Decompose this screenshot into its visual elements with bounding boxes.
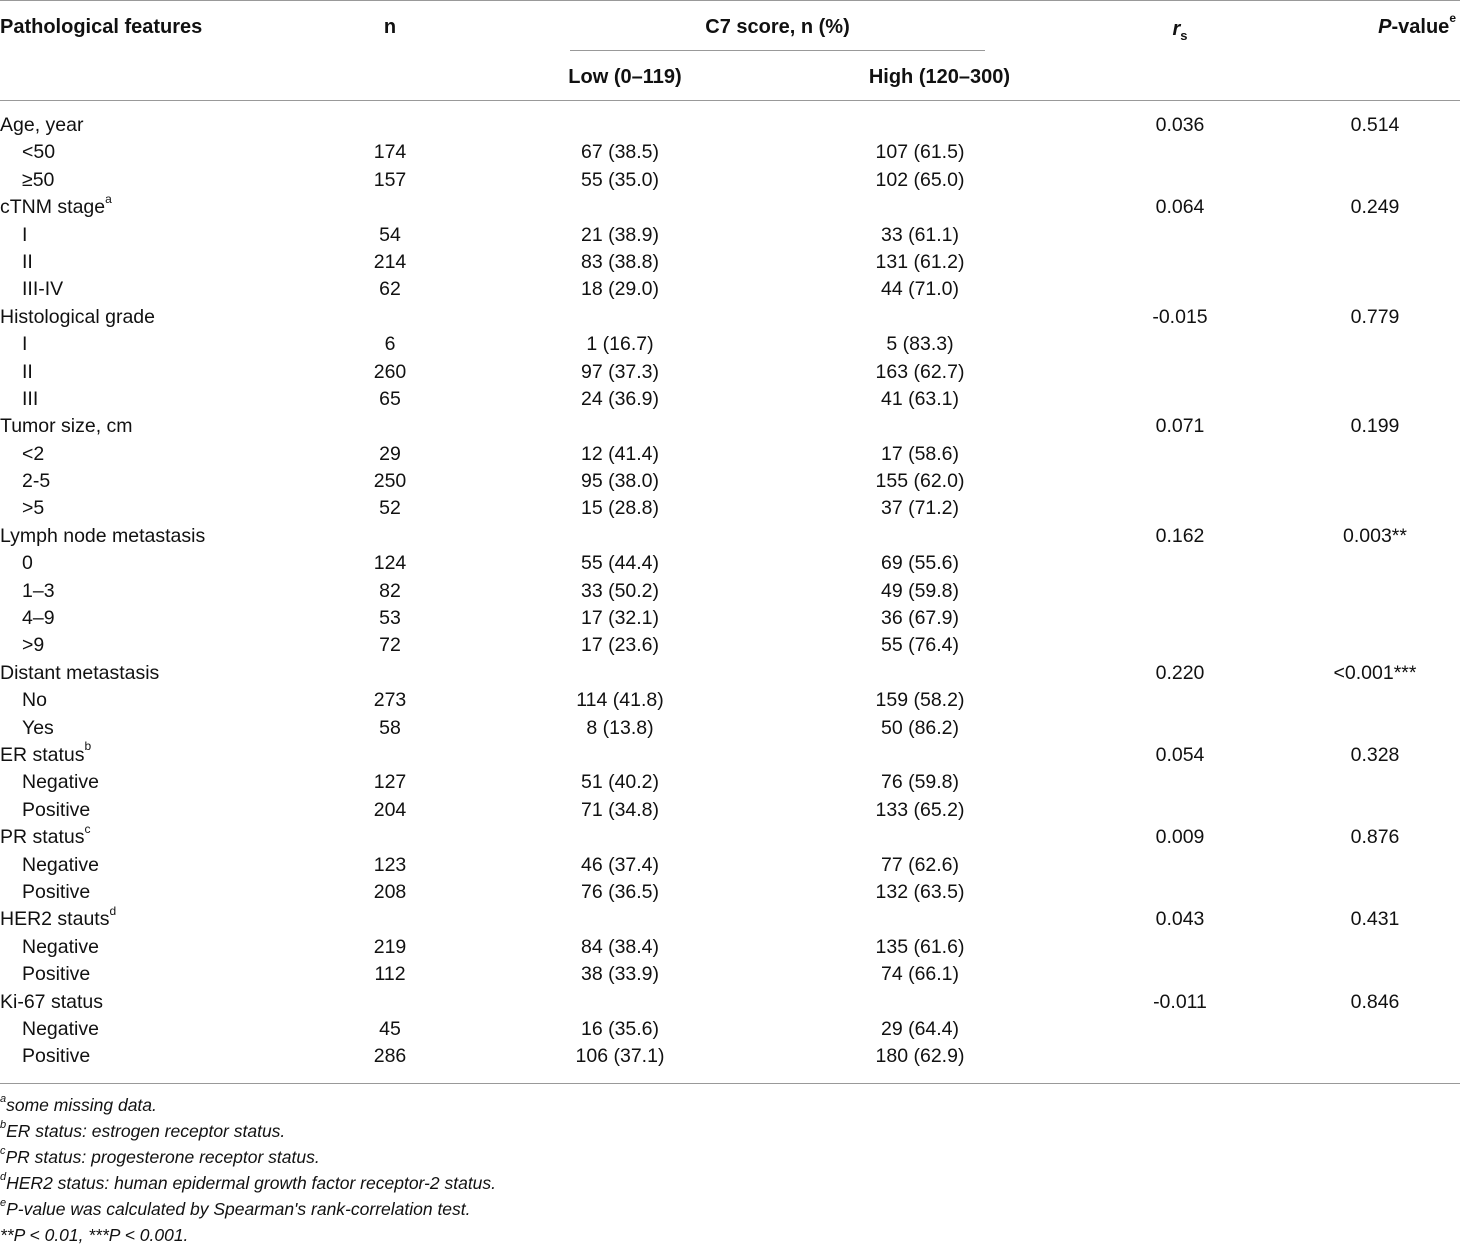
row-label (22, 605, 55, 632)
cell-low: 12 (41.4) (580, 442, 660, 465)
row-label (22, 441, 44, 468)
footnote-mark: e (0, 1197, 7, 1210)
row-label-footnote-mark: b (84, 739, 92, 754)
row-label-text: III (22, 387, 39, 410)
cell-n: 204 (373, 798, 407, 821)
cell-low: 17 (23.6) (580, 634, 660, 657)
table-top-rule (0, 0, 1460, 1)
cell-high: 36 (67.9) (880, 607, 960, 630)
row-label (0, 821, 91, 851)
cell-low: 17 (32.1) (580, 607, 660, 630)
cell-low: 55 (44.4) (580, 552, 660, 575)
row-label-text: <2 (22, 442, 45, 465)
header-c7-underline (570, 50, 985, 51)
table-body (0, 112, 1460, 1071)
row-label (22, 550, 33, 577)
cell-p-value: 0.846 (1350, 990, 1400, 1013)
cell-low: 106 (37.1) (575, 1045, 665, 1068)
table-row (0, 605, 1460, 632)
cell-low: 21 (38.9) (580, 223, 660, 246)
row-label-text: Negative (22, 853, 99, 876)
cell-high: 180 (62.9) (875, 1045, 965, 1068)
cell-n: 273 (373, 689, 407, 712)
table-row (0, 139, 1460, 166)
cell-rs: 0.054 (1155, 743, 1205, 766)
table-row (0, 468, 1460, 495)
table-group-row (0, 660, 1460, 687)
table-row (0, 715, 1460, 742)
cell-n: 174 (373, 141, 407, 164)
footnote-mark: c (0, 1145, 6, 1158)
table-row (0, 550, 1460, 577)
row-label-text: Tumor size, cm (0, 415, 133, 438)
row-label (22, 578, 55, 605)
row-label (22, 632, 44, 659)
cell-n: 157 (373, 168, 407, 191)
row-label-text: Distant metastasis (0, 661, 160, 684)
header-bottom-rule (0, 100, 1460, 101)
cell-n: 214 (373, 250, 407, 273)
row-label-text: ER status (0, 743, 85, 766)
row-label (22, 359, 33, 386)
header-p-italic: P (1378, 16, 1392, 38)
footnote-text: some missing data. (6, 1095, 157, 1115)
cell-rs: 0.220 (1155, 661, 1205, 684)
cell-rs: 0.009 (1155, 826, 1205, 849)
table-group-row (0, 523, 1460, 550)
cell-rs: 0.162 (1155, 524, 1205, 547)
footnote (0, 1092, 1460, 1118)
footnote (0, 1170, 1460, 1196)
row-label (22, 961, 90, 988)
row-label-text: I (22, 333, 28, 356)
cell-p-value: 0.003** (1343, 524, 1407, 547)
row-label (22, 139, 55, 166)
row-label (22, 852, 99, 879)
row-label-footnote-mark: c (84, 821, 91, 836)
cell-low: 8 (13.8) (586, 716, 654, 739)
table-group-row (0, 989, 1460, 1016)
cell-low: 33 (50.2) (580, 579, 660, 602)
row-label-text: 1–3 (22, 579, 55, 602)
row-label-text: Negative (22, 935, 99, 958)
table-group-row (0, 903, 1460, 933)
row-label-text: Positive (22, 963, 91, 986)
row-label-text: 4–9 (22, 607, 55, 630)
cell-high: 17 (58.6) (880, 442, 960, 465)
row-label (22, 797, 90, 824)
header-high: High (120–300) (868, 66, 1010, 88)
cell-low: 97 (37.3) (580, 360, 660, 383)
cell-n: 208 (373, 880, 407, 903)
header-p-value (1290, 11, 1456, 39)
cell-high: 135 (61.6) (875, 935, 965, 958)
cell-low: 84 (38.4) (580, 935, 660, 958)
cell-low: 18 (29.0) (580, 278, 660, 301)
cell-high: 50 (86.2) (880, 716, 960, 739)
table-group-row (0, 304, 1460, 331)
table-row (0, 1043, 1460, 1070)
row-label-text: 0 (22, 552, 33, 575)
row-label-text: cTNM stage (0, 196, 106, 219)
header-c7-score: C7 score, n (%) (705, 16, 850, 38)
row-label-text: II (22, 360, 33, 383)
cell-rs: 0.036 (1155, 114, 1205, 136)
table-bottom-rule (0, 1083, 1460, 1084)
table-row (0, 441, 1460, 468)
cell-n: 286 (373, 1045, 407, 1068)
cell-n: 52 (379, 497, 401, 520)
cell-n: 82 (379, 579, 401, 602)
cell-rs: 0.071 (1155, 415, 1205, 438)
cell-low: 38 (33.9) (580, 963, 660, 986)
row-label (22, 222, 27, 249)
header-rs (1115, 17, 1245, 48)
row-label (22, 769, 99, 796)
row-label (22, 249, 33, 276)
row-label (22, 879, 90, 906)
row-label (0, 413, 133, 440)
cell-n: 219 (373, 935, 407, 958)
footnote-text: ER status: estrogen receptor status. (6, 1121, 286, 1141)
cell-n: 72 (379, 634, 401, 657)
cell-high: 107 (61.5) (875, 141, 965, 164)
cell-high: 131 (61.2) (875, 250, 965, 273)
cell-low: 51 (40.2) (580, 771, 660, 794)
cell-low: 95 (38.0) (580, 470, 660, 493)
cell-high: 133 (65.2) (875, 798, 965, 821)
row-label-text: 2-5 (22, 470, 51, 493)
table-row (0, 578, 1460, 605)
cell-p-value: 0.199 (1350, 415, 1400, 438)
cell-high: 74 (66.1) (880, 963, 960, 986)
table-group-row (0, 112, 1460, 139)
table-row (0, 687, 1460, 714)
footnote-text: P-value was calculated by Spearman's rank-correlation test. (6, 1199, 471, 1219)
footnote-text: PR status: progesterone receptor status. (5, 1147, 320, 1167)
cell-n: 45 (379, 1017, 401, 1040)
row-label-text: PR status (0, 826, 85, 849)
row-label (22, 167, 54, 194)
row-label-text: II (22, 250, 33, 273)
cell-n: 29 (379, 442, 401, 465)
row-label-text: >5 (22, 497, 45, 520)
row-label-text: Negative (22, 1017, 99, 1040)
table-row (0, 934, 1460, 961)
row-label-text: Positive (22, 798, 91, 821)
cell-n: 127 (373, 771, 407, 794)
row-label (22, 715, 54, 742)
table-row (0, 1016, 1460, 1043)
row-label (22, 495, 44, 522)
cell-high: 102 (65.0) (875, 168, 965, 191)
cell-high: 155 (62.0) (875, 470, 965, 493)
row-label-text: Negative (22, 771, 99, 794)
cell-high: 132 (63.5) (875, 880, 965, 903)
row-label-text: ≥50 (22, 168, 55, 191)
table-row (0, 386, 1460, 413)
footnote (0, 1196, 1460, 1222)
table-group-row (0, 739, 1460, 769)
cell-low: 71 (34.8) (580, 798, 660, 821)
row-label-text: >9 (22, 634, 45, 657)
table-row (0, 852, 1460, 879)
row-label-footnote-mark: d (109, 903, 117, 918)
cell-high: 55 (76.4) (880, 634, 960, 657)
table-row (0, 359, 1460, 386)
cell-p-value: 0.779 (1350, 305, 1400, 328)
row-label-text: III-IV (22, 278, 64, 301)
footnote (0, 1222, 1460, 1248)
cell-n: 124 (373, 552, 407, 575)
footnote-mark: d (0, 1171, 7, 1184)
row-label-text: Histological grade (0, 305, 156, 328)
cell-p-value: 0.249 (1350, 196, 1400, 219)
footnote-text: **P < 0.01, ***P < 0.001. (0, 1225, 189, 1245)
cell-n: 62 (379, 278, 401, 301)
header-low: Low (0–119) (568, 66, 682, 88)
footnote-mark: b (0, 1119, 7, 1132)
cell-low: 76 (36.5) (580, 880, 660, 903)
cell-p-value: 0.514 (1350, 114, 1400, 136)
row-label (0, 304, 155, 331)
cell-high: 163 (62.7) (875, 360, 965, 383)
cell-low: 114 (41.8) (576, 689, 664, 712)
header-rs-main: r (1172, 18, 1181, 40)
table-row (0, 632, 1460, 659)
footnote (0, 1144, 1460, 1170)
footnote-mark: a (0, 1093, 7, 1106)
cell-rs: -0.011 (1153, 990, 1207, 1013)
table-group-row (0, 413, 1460, 440)
footnotes (0, 1092, 1460, 1248)
cell-low: 24 (36.9) (580, 387, 660, 410)
table-row (0, 249, 1460, 276)
row-label (22, 276, 63, 303)
table-row (0, 769, 1460, 796)
table-row (0, 331, 1460, 358)
cell-high: 69 (55.6) (880, 552, 960, 575)
table-group-row (0, 191, 1460, 221)
row-label (0, 903, 117, 933)
table-row (0, 222, 1460, 249)
cell-p-value: <0.001*** (1333, 661, 1417, 684)
row-label (0, 191, 112, 221)
cell-n: 250 (373, 470, 407, 493)
row-label (22, 1016, 99, 1043)
cell-p-value: 0.328 (1350, 743, 1400, 766)
row-label-text: Yes (22, 716, 54, 739)
cell-n: 123 (373, 853, 407, 876)
cell-low: 83 (38.8) (580, 250, 660, 273)
row-label (0, 523, 205, 550)
table-row (0, 797, 1460, 824)
table-row (0, 167, 1460, 194)
row-label (0, 660, 159, 687)
header-p-rest: -value (1391, 16, 1450, 38)
cell-rs: -0.015 (1152, 305, 1208, 328)
cell-low: 16 (35.6) (580, 1017, 660, 1040)
row-label-text: Lymph node metastasis (0, 524, 206, 547)
cell-n: 53 (379, 607, 401, 630)
footnote (0, 1118, 1460, 1144)
cell-rs: 0.043 (1155, 908, 1205, 931)
row-label (0, 989, 103, 1016)
table-row (0, 961, 1460, 988)
table-row (0, 495, 1460, 522)
row-label-text: I (22, 223, 28, 246)
cell-high: 5 (83.3) (886, 333, 954, 356)
row-label-text: Positive (22, 1045, 91, 1068)
cell-high: 41 (63.1) (880, 387, 960, 410)
row-label (0, 739, 92, 769)
header-p-sup: e (1449, 11, 1456, 26)
cell-n: 65 (379, 387, 401, 410)
cell-n: 260 (373, 360, 407, 383)
row-label-text: HER2 stauts (0, 908, 110, 931)
cell-high: 44 (71.0) (880, 278, 960, 301)
cell-high: 49 (59.8) (880, 579, 960, 602)
row-label (22, 1043, 90, 1070)
row-label-text: Age, year (0, 114, 84, 136)
cell-p-value: 0.431 (1350, 908, 1400, 931)
cell-low: 55 (35.0) (580, 168, 660, 191)
row-label (22, 934, 99, 961)
row-label (22, 687, 47, 714)
row-label-text: Ki-67 status (0, 990, 103, 1013)
table-row (0, 276, 1460, 303)
cell-n: 112 (374, 963, 406, 986)
cell-p-value: 0.876 (1350, 826, 1400, 849)
header-feature: Pathological features (0, 16, 203, 38)
cell-high: 29 (64.4) (880, 1017, 960, 1040)
row-label (22, 386, 38, 413)
table-row (0, 879, 1460, 906)
cell-high: 76 (59.8) (880, 771, 960, 794)
row-label (22, 331, 27, 358)
cell-low: 1 (16.7) (586, 333, 654, 356)
cell-low: 46 (37.4) (580, 853, 660, 876)
row-label-text: <50 (22, 141, 56, 164)
cell-high: 37 (71.2) (880, 497, 960, 520)
cell-high: 77 (62.6) (880, 853, 960, 876)
cell-rs: 0.064 (1155, 196, 1205, 219)
row-label-footnote-mark: a (105, 191, 112, 206)
footnote-text: HER2 status: human epidermal growth factor receptor-2 status. (6, 1173, 497, 1193)
cell-high: 33 (61.1) (880, 223, 960, 246)
header-n: n (383, 16, 397, 38)
cell-high: 159 (58.2) (875, 689, 965, 712)
cell-low: 67 (38.5) (580, 141, 660, 164)
cell-low: 15 (28.8) (580, 497, 660, 520)
row-label-text: Positive (22, 880, 91, 903)
cell-n: 58 (379, 716, 401, 739)
table-group-row (0, 821, 1460, 851)
cell-n: 6 (384, 333, 396, 356)
header-rs-sub: s (1180, 28, 1188, 43)
row-label (0, 112, 83, 139)
cell-n: 54 (379, 223, 401, 246)
row-label-text: No (22, 689, 47, 712)
row-label (22, 468, 50, 495)
